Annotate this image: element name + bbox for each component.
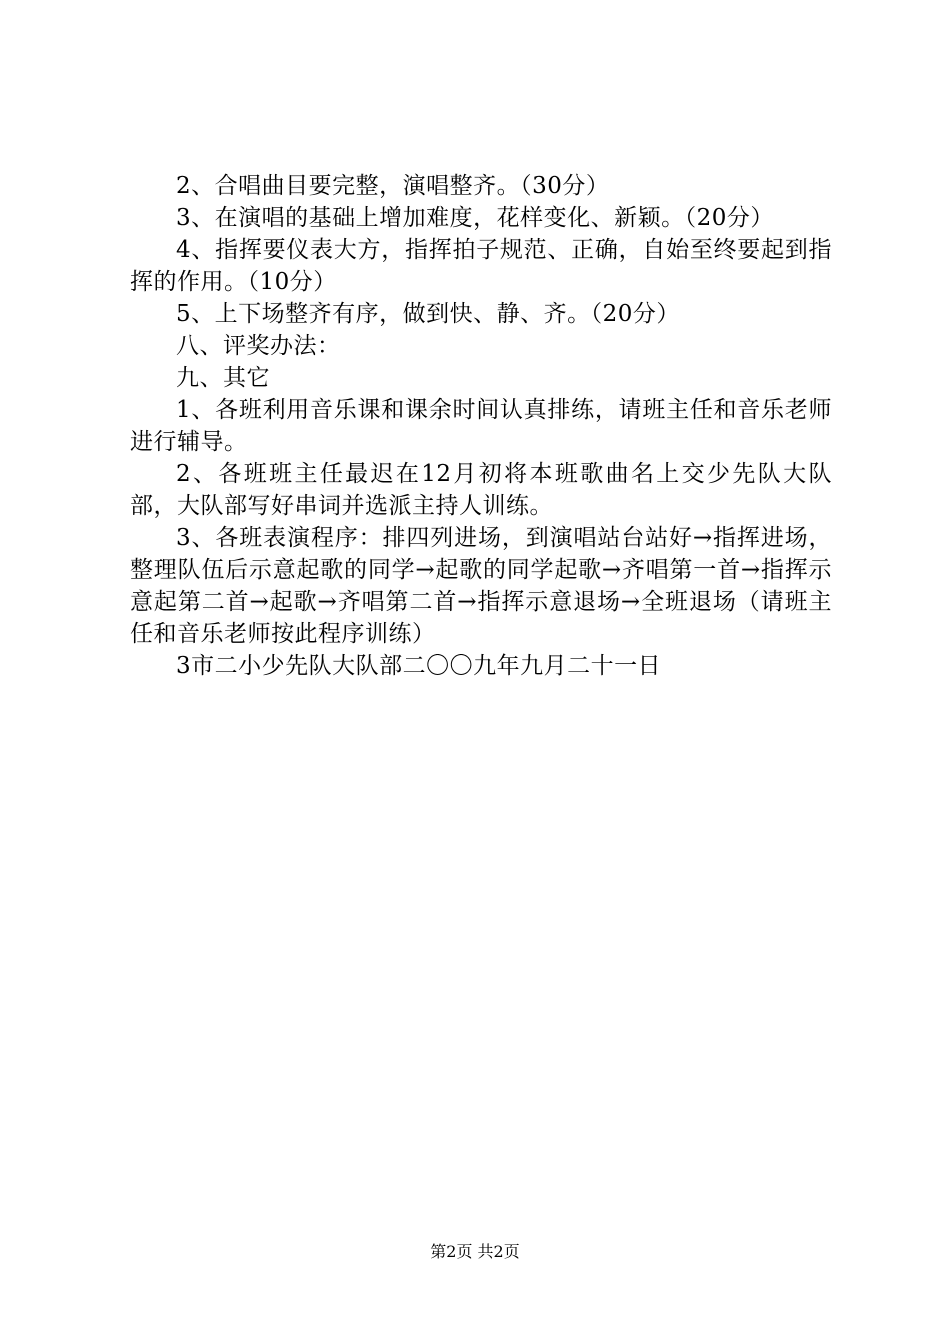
paragraph-other-item-1: 1、各班利用音乐课和课余时间认真排练，请班主任和音乐老师进行辅导。 [130, 397, 832, 455]
signature-line: 3市二小少先队大队部二〇〇九年九月二十一日 [176, 653, 662, 679]
paragraph-scoring-item-4: 4、指挥要仪表大方，指挥拍子规范、正确，自始至终要起到指挥的作用。（10分） [130, 237, 832, 295]
paragraph-other-item-3: 3、各班表演程序：排四列进场，到演唱站台站好→指挥进场，整理队伍后示意起歌的同学→起歌的同学起歌→齐唱第一首→指挥示意起第二首→起歌→齐唱第二首→指挥示意退场→全班退场（请班主任和音乐老师按此程序训练） [130, 525, 832, 647]
paragraph-scoring-item-2: 2、合唱曲目要完整，演唱整齐。（30分） [176, 173, 610, 199]
document-body [130, 170, 832, 682]
paragraph-scoring-item-5: 5、上下场整齐有序，做到快、静、齐。（20分） [176, 301, 680, 327]
paragraph-scoring-item-3: 3、在演唱的基础上增加难度，花样变化、新颖。（20分） [176, 205, 774, 231]
paragraph-other-item-2: 2、各班班主任最迟在12月初将本班歌曲名上交少先队大队部，大队部写好串词并选派主持人训练。 [130, 461, 832, 519]
page-number-footer: 第2页 共2页 [430, 1242, 520, 1261]
section-heading-other: 九、其它 [176, 365, 270, 391]
section-heading-award-method: 八、评奖办法： [176, 333, 341, 359]
